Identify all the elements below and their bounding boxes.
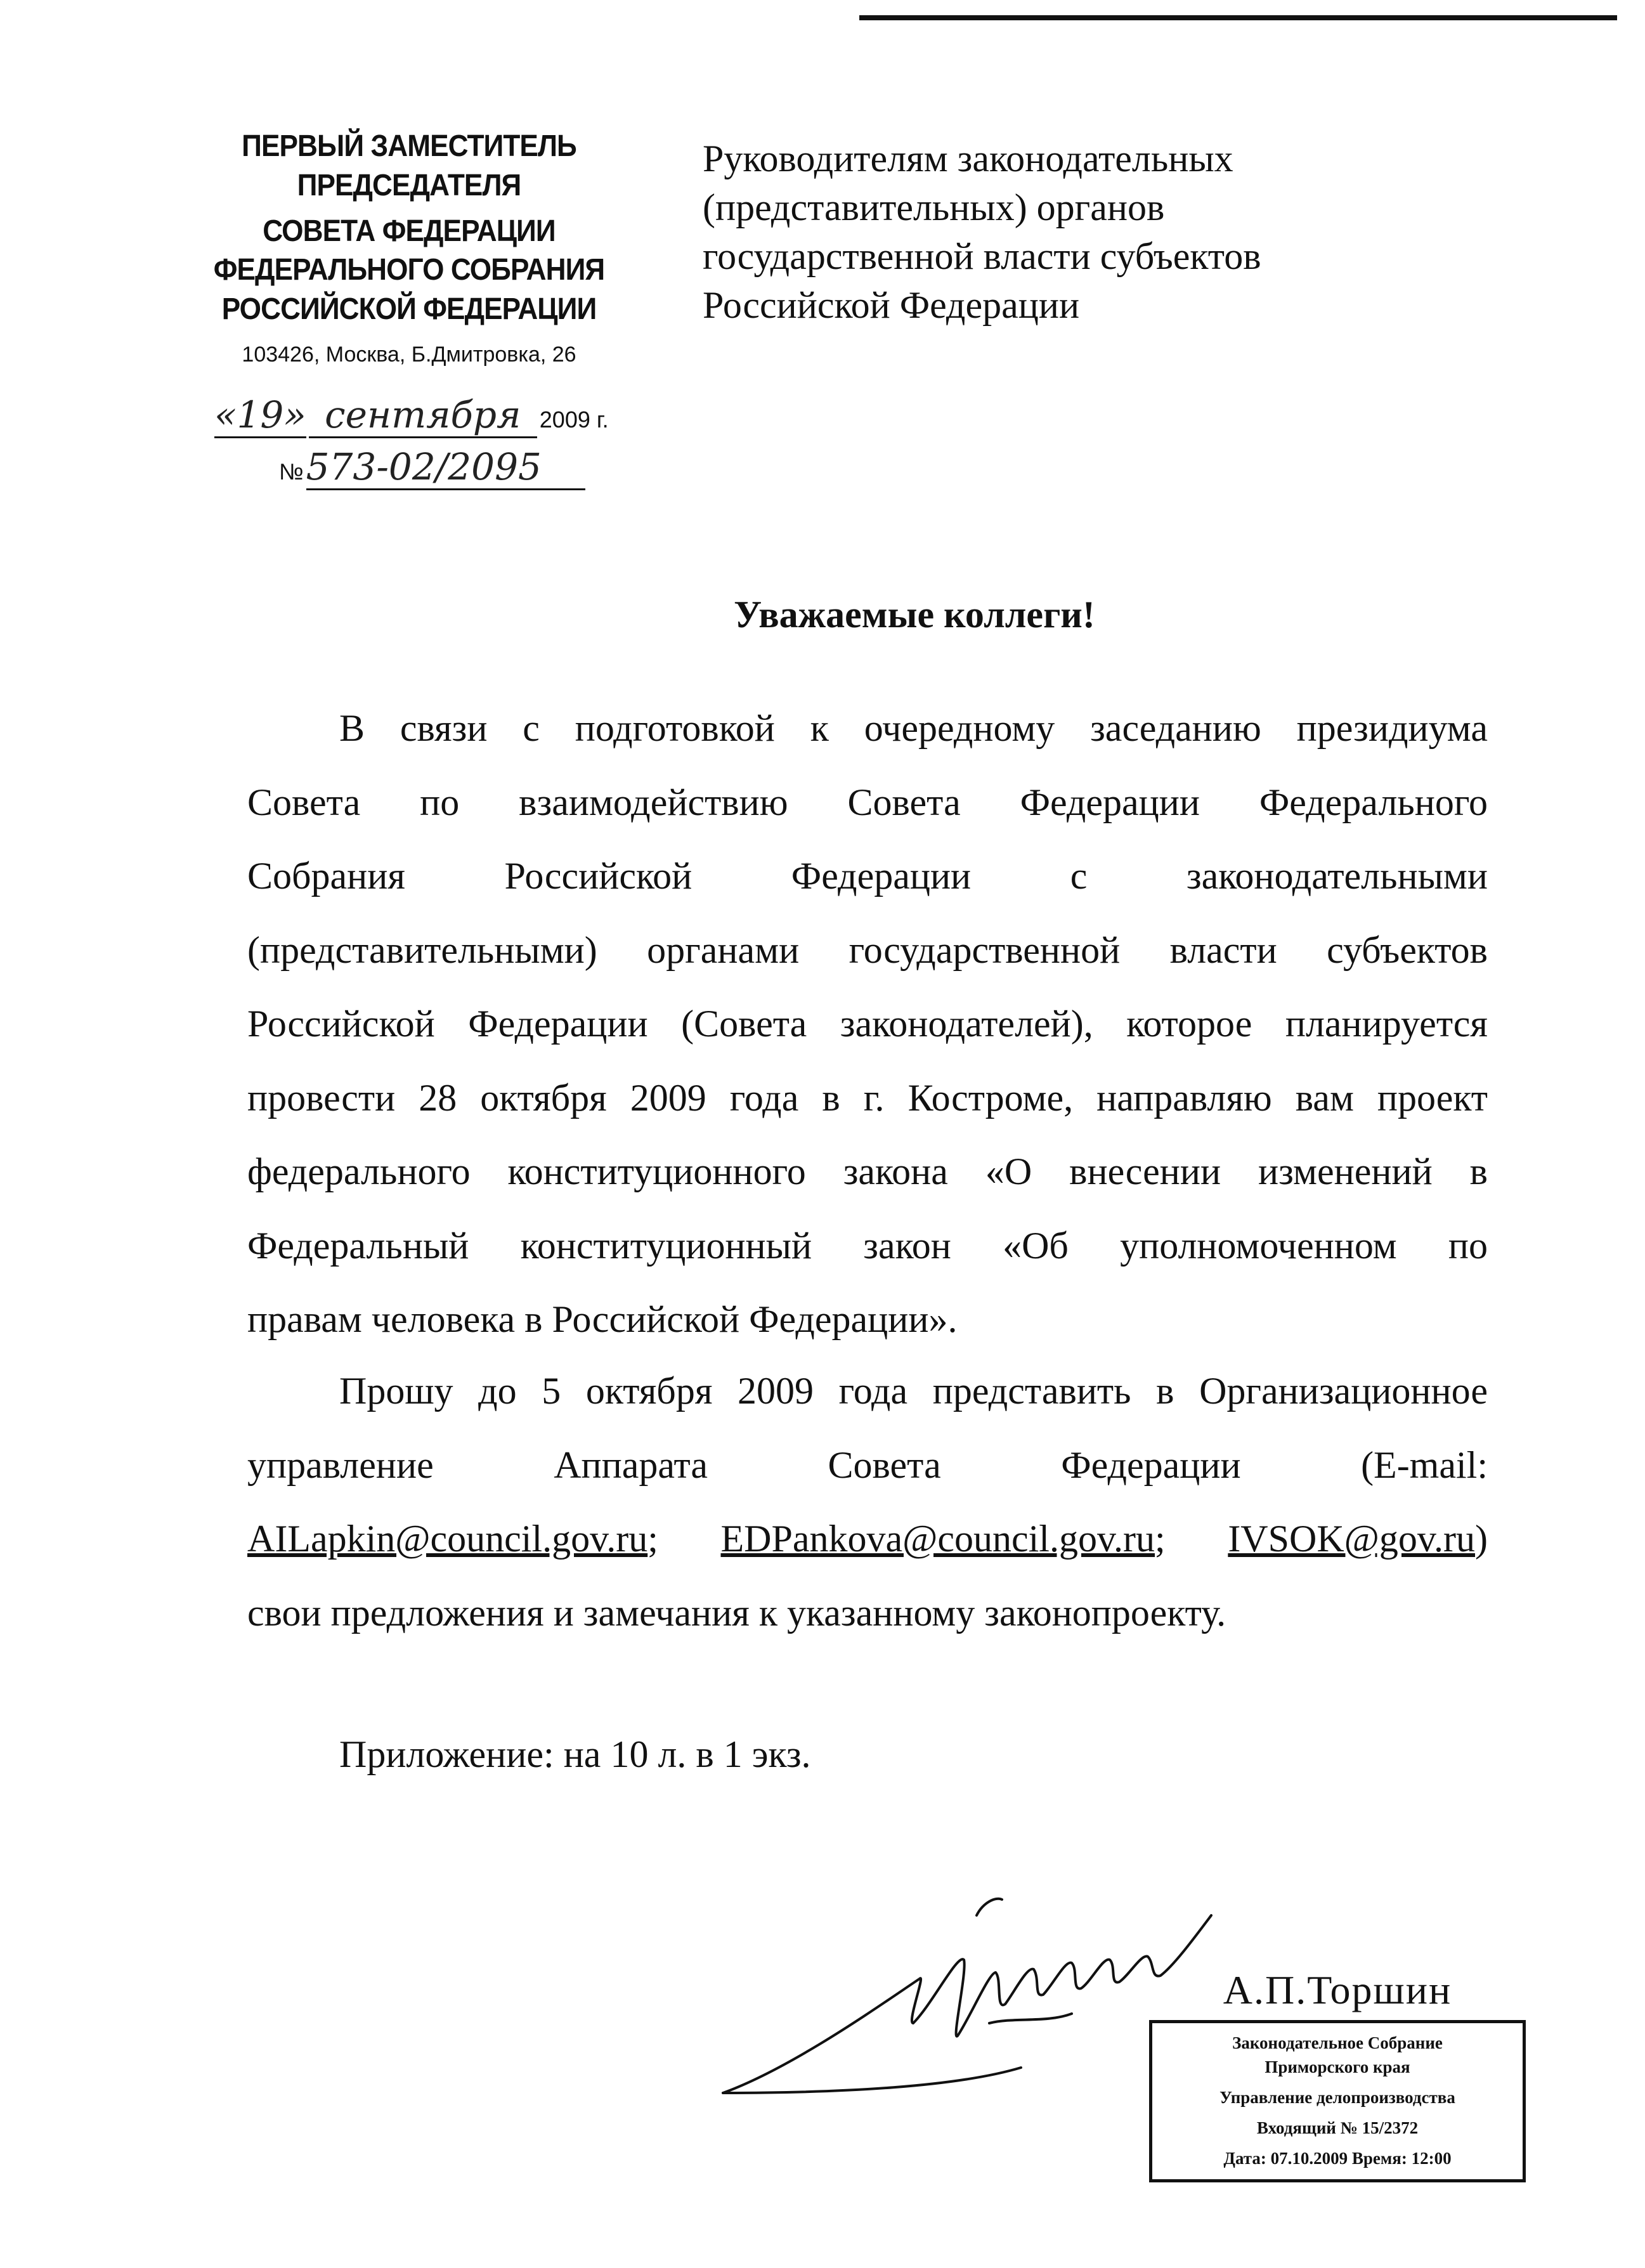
text-line: Федеральный конституционный закон «Об уполномоченном по — [247, 1224, 1488, 1267]
letterhead-line: ФЕДЕРАЛЬНОГО СОБРАНИЯ — [213, 253, 605, 287]
text-line: провести 28 октября 2009 года в г. Костроме, направляю вам проект — [247, 1076, 1488, 1119]
text-line: Собрания Российской Федерации с законодательными — [247, 855, 1488, 897]
text-line: (представительными) органами государственной власти субъектов — [247, 929, 1488, 971]
stamp-org-line: Приморского края — [1265, 2057, 1410, 2076]
date-year: 2009 г. — [539, 407, 609, 433]
text-line: свои предложения и замечания к указанному законопроекту. — [247, 1591, 1226, 1634]
number-label: № — [279, 459, 304, 485]
paragraph-2 — [247, 1354, 1488, 1650]
stamp-incoming-number: Входящий № 15/2372 — [1256, 2118, 1419, 2137]
stamp-datetime: Дата: 07.10.2009 Время: 12:00 — [1223, 2149, 1452, 2168]
close-paren: ) — [1475, 1518, 1488, 1560]
text-line: правам человека в Российской Федерации». — [247, 1298, 958, 1340]
email-line — [247, 1502, 1488, 1576]
text-line: Прошу до 5 октября 2009 года представить в Организационное — [339, 1370, 1488, 1412]
incoming-stamp — [1149, 2020, 1526, 2182]
letter-number — [279, 445, 585, 490]
attachment-note: Приложение: на 10 л. в 1 экз. — [339, 1733, 811, 1775]
recipient-line: Руководителям законодательных — [703, 138, 1233, 179]
letterhead-line: РОССИЙСКОЙ ФЕДЕРАЦИИ — [221, 292, 597, 326]
text-line: федерального конституционного закона «О внесении изменений в — [247, 1150, 1488, 1192]
text-line: Совета по взаимодействию Совета Федерации Федерального — [247, 781, 1488, 823]
letterhead-line: ПЕРВЫЙ ЗАМЕСТИТЕЛЬ — [242, 129, 576, 163]
email-link[interactable]: EDPankova@council.gov.ru — [720, 1518, 1155, 1560]
date-day: «19» — [214, 393, 306, 438]
email-link[interactable]: IVSOK@gov.ru — [1228, 1518, 1476, 1560]
recipient-block — [703, 134, 1261, 330]
recipient-line: (представительных) органов — [703, 186, 1165, 228]
number-value: 573-02/2095 — [306, 445, 585, 490]
letterhead-line: СОВЕТА ФЕДЕРАЦИИ — [263, 214, 556, 248]
email-link[interactable]: AILapkin@council.gov.ru — [247, 1518, 648, 1560]
letterhead-address: 103426, Москва, Б.Дмитровка, 26 — [242, 342, 576, 367]
text-line: Российской Федерации (Совета законодателей), которое планируется — [247, 1003, 1488, 1045]
separator: ; — [1155, 1518, 1166, 1560]
paragraph-1 — [247, 691, 1488, 1357]
text-line: управление Аппарата Совета Федерации (E-mail: — [247, 1444, 1488, 1486]
letter-date — [214, 393, 609, 438]
separator: ; — [647, 1518, 658, 1560]
recipient-line: государственной власти субъектов — [703, 235, 1261, 277]
stamp-org-line: Законодательное Собрание — [1232, 2033, 1443, 2052]
letterhead-line: ПРЕДСЕДАТЕЛЯ — [297, 169, 521, 202]
stamp-dept: Управление делопроизводства — [1219, 2088, 1455, 2107]
signatory-name: А.П.Торшин — [1223, 1967, 1452, 2012]
greeting: Уважаемые коллеги! — [734, 594, 1095, 635]
recipient-line: Российской Федерации — [703, 284, 1080, 326]
text-line: В связи с подготовкой к очередному заседанию президиума — [339, 707, 1488, 749]
top-rule — [859, 15, 1617, 20]
date-month: сентября — [309, 393, 537, 438]
